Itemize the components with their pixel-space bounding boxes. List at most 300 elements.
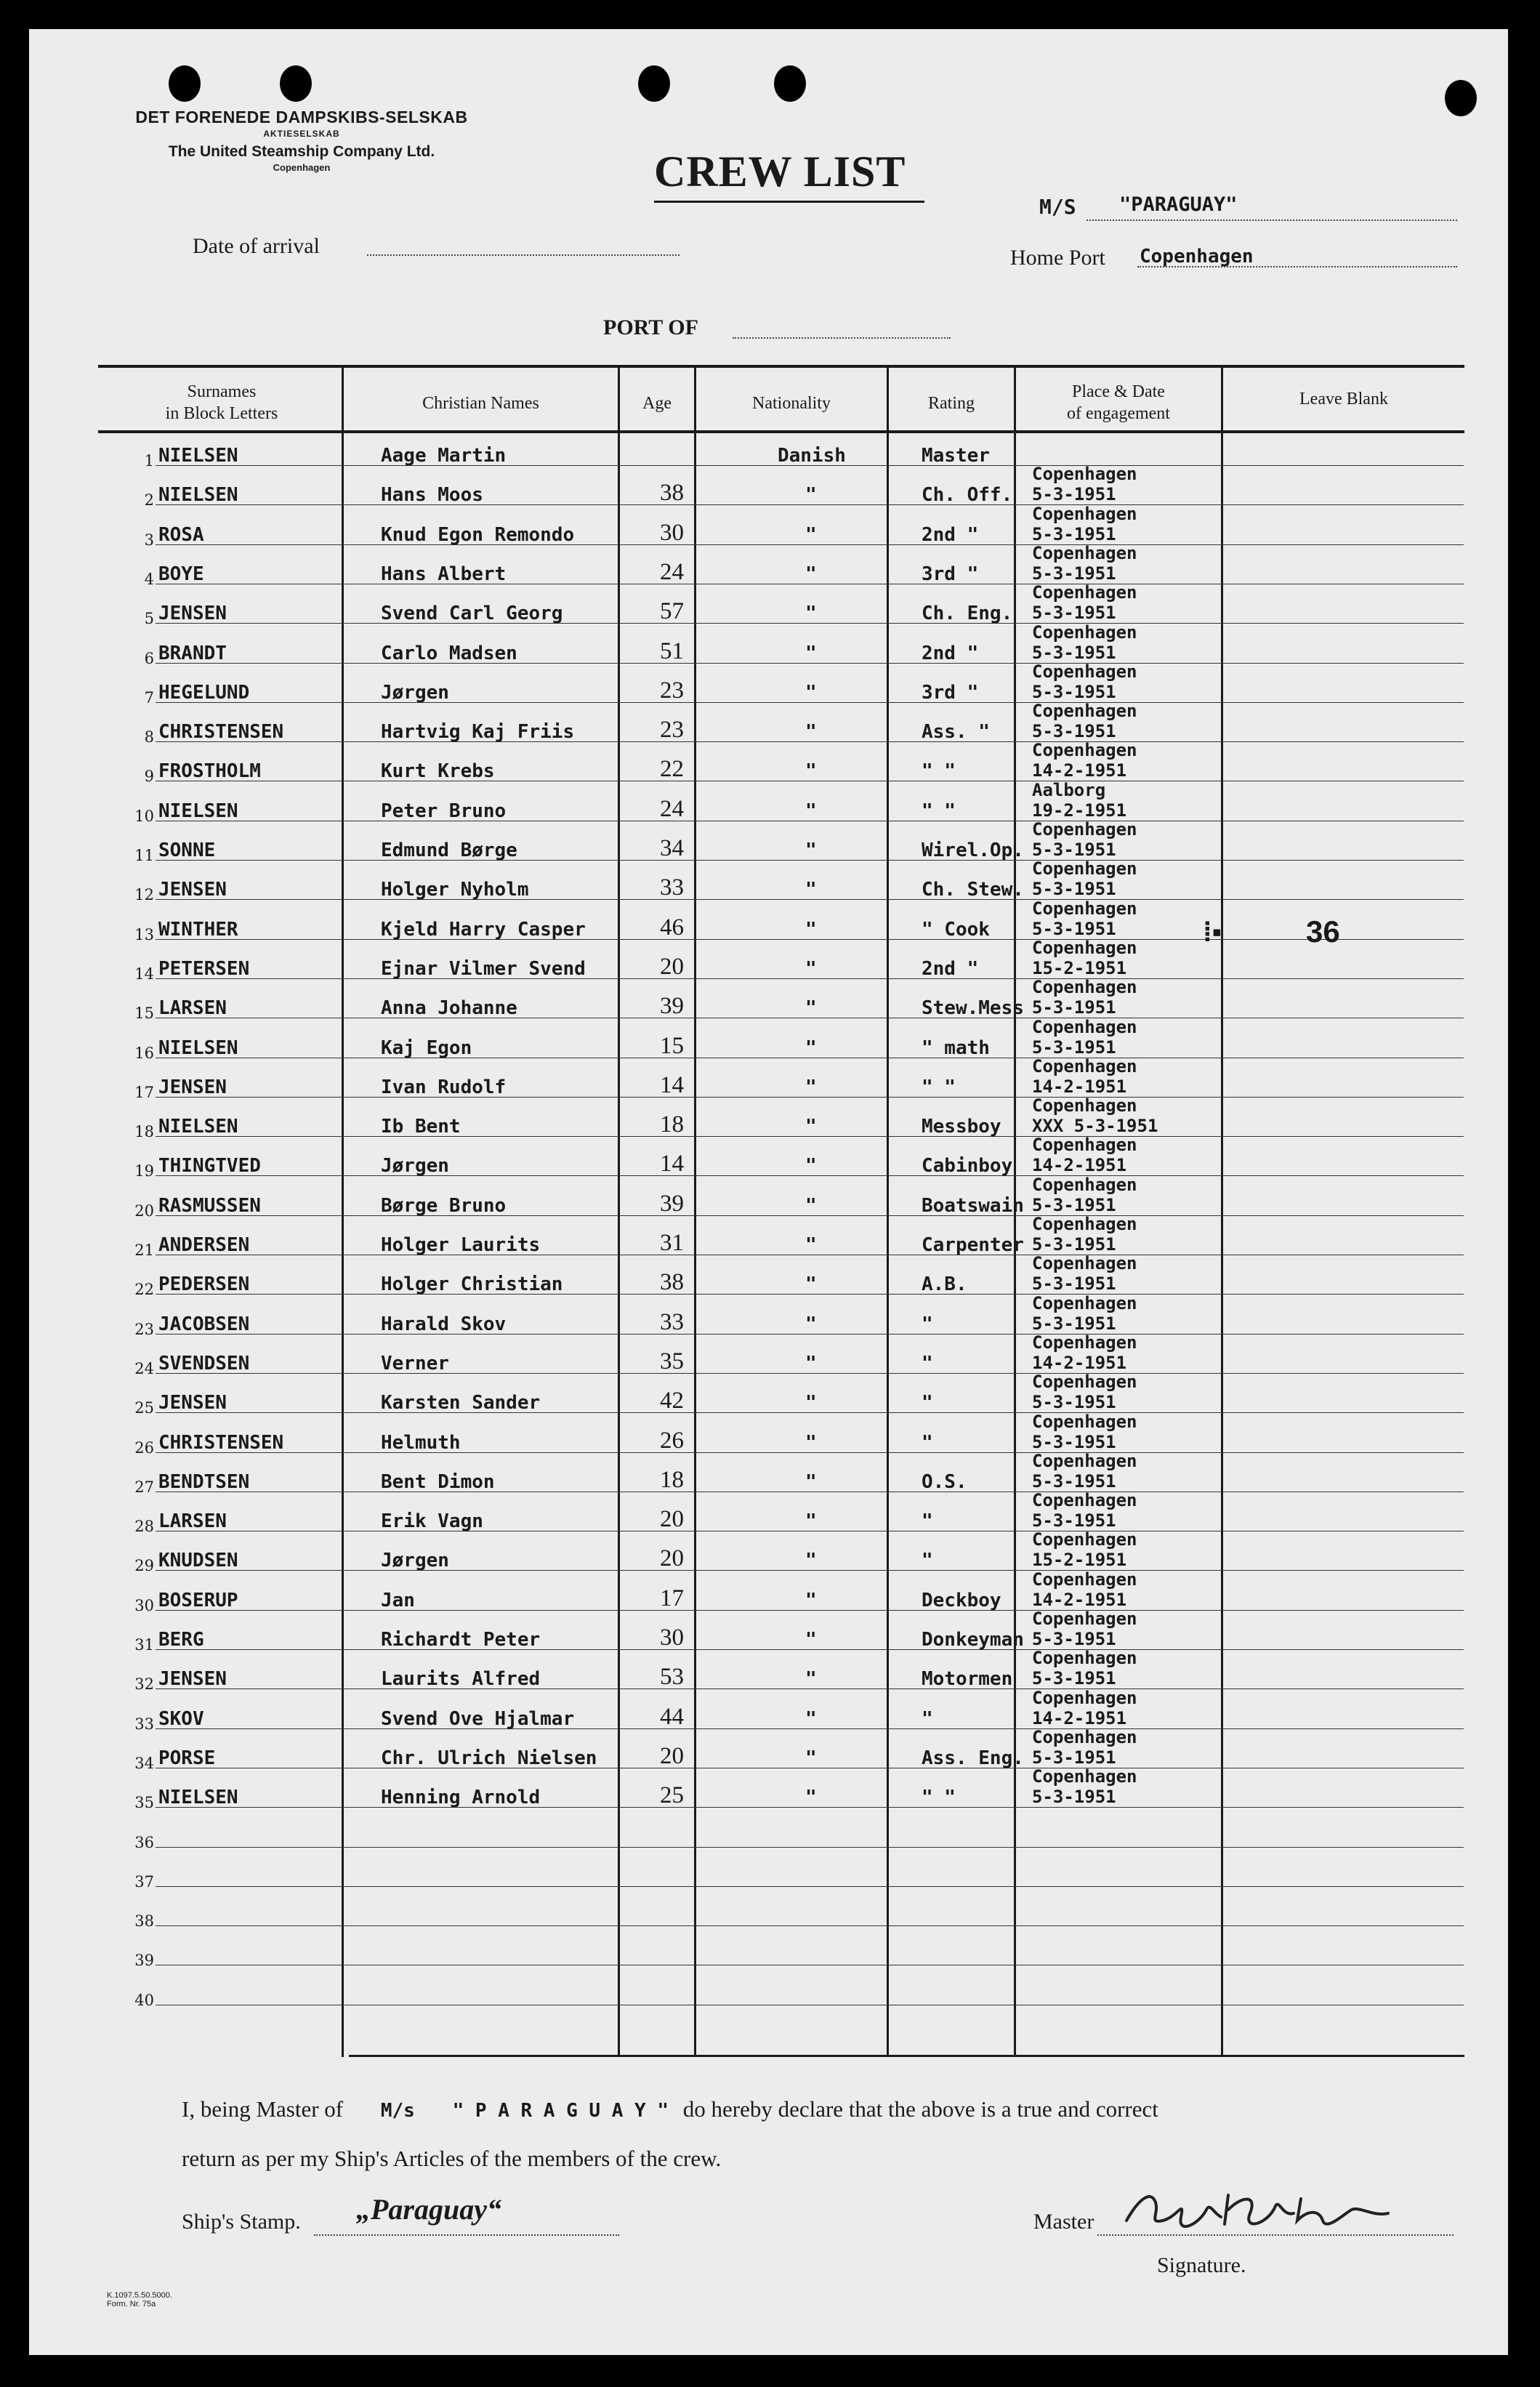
nationality-cell: " — [805, 957, 817, 980]
table-row — [29, 1292, 1508, 1341]
row-number: 14 — [134, 965, 154, 983]
age-cell: 20 — [660, 953, 684, 980]
engagement-place: Copenhagen — [1032, 542, 1137, 563]
nationality-cell: " — [805, 1076, 817, 1098]
master-label: Master — [1033, 2210, 1094, 2234]
age-cell: 20 — [660, 1506, 684, 1533]
header-place-line2: of engagement — [1067, 404, 1170, 423]
row-number: 37 — [134, 1872, 154, 1891]
row-number: 35 — [134, 1794, 154, 1812]
header-christian-names: Christian Names — [422, 394, 539, 413]
engagement-date: 5-3-1951 — [1032, 918, 1116, 939]
declaration-ship-name: " P A R A G U A Y " — [452, 2100, 669, 2122]
table-row — [29, 1135, 1508, 1183]
row-rule — [156, 1847, 1464, 1848]
engagement-date: 15-2-1951 — [1032, 1550, 1127, 1571]
surname-cell: LARSEN — [158, 997, 227, 1020]
christian-names-cell: Carlo Madsen — [381, 642, 517, 664]
engagement-cell — [1032, 1175, 1137, 1215]
rating-cell: 2nd " — [922, 523, 979, 546]
rating-cell: Deckboy — [922, 1589, 1001, 1611]
table-row — [29, 937, 1508, 986]
table-row — [29, 701, 1508, 749]
nationality-cell: " — [805, 1510, 817, 1533]
engagement-date: 5-3-1951 — [1032, 1431, 1116, 1452]
surname-cell: BERG — [158, 1629, 204, 1651]
surname-cell: BOSERUP — [158, 1589, 238, 1611]
age-cell: 38 — [660, 480, 684, 507]
row-number: 31 — [134, 1636, 154, 1654]
engagement-date: 14-2-1951 — [1032, 1155, 1127, 1176]
punch-hole — [280, 65, 312, 102]
table-row — [29, 582, 1508, 630]
rating-cell: " — [922, 1352, 933, 1374]
table-row — [29, 740, 1508, 788]
rating-cell: Boatswain — [922, 1194, 1024, 1217]
row-number: 19 — [134, 1162, 154, 1180]
row-number: 23 — [134, 1320, 154, 1338]
christian-names-cell: Erik Vagn — [381, 1510, 483, 1533]
nationality-cell: " — [805, 1668, 817, 1691]
nationality-cell: " — [805, 603, 817, 625]
punch-hole — [169, 65, 201, 102]
row-number: 36 — [134, 1833, 154, 1851]
engagement-cell — [1032, 1293, 1137, 1334]
rating-cell: " " — [922, 800, 956, 822]
row-number: 5 — [144, 610, 154, 628]
christian-names-cell: Karsten Sander — [381, 1392, 541, 1414]
table-row — [29, 503, 1508, 552]
engagement-place: Copenhagen — [1032, 1332, 1137, 1353]
christian-names-cell: Chr. Ulrich Nielsen — [381, 1747, 597, 1769]
engagement-date: 5-3-1951 — [1032, 563, 1116, 584]
ships-stamp-value: „Paraguay“ — [356, 2193, 501, 2226]
engagement-cell — [1032, 1451, 1137, 1492]
engagement-place: Copenhagen — [1032, 1135, 1137, 1156]
row-number: 26 — [134, 1438, 154, 1457]
christian-names-cell: Harald Skov — [381, 1313, 507, 1335]
christian-names-cell: Ib Bent — [381, 1116, 461, 1138]
engagement-date: 5-3-1951 — [1032, 603, 1116, 624]
engagement-date: 5-3-1951 — [1032, 1392, 1116, 1413]
table-top-rule — [98, 365, 1464, 368]
age-cell: 39 — [660, 993, 684, 1020]
engagement-place: Copenhagen — [1032, 1569, 1137, 1590]
engagement-date: 14-2-1951 — [1032, 760, 1127, 781]
row-number: 29 — [134, 1557, 154, 1575]
nationality-cell: " — [805, 1352, 817, 1374]
rating-cell: " — [922, 1550, 933, 1572]
nationality-cell: " — [805, 1787, 817, 1809]
table-row — [29, 1687, 1508, 1736]
age-cell: 24 — [660, 795, 684, 822]
engagement-date: 14-2-1951 — [1032, 1076, 1127, 1097]
nationality-cell: " — [805, 918, 817, 941]
date-of-arrival-label: Date of arrival — [193, 234, 320, 258]
engagement-place: Copenhagen — [1032, 621, 1137, 643]
nationality-cell: " — [805, 1707, 817, 1730]
table-row — [29, 1569, 1508, 1617]
engagement-place: Copenhagen — [1032, 819, 1137, 840]
port-of-label: PORT OF — [603, 315, 698, 339]
engagement-cell — [1032, 622, 1137, 663]
nationality-cell: " — [805, 1036, 817, 1059]
row-number: 13 — [134, 925, 154, 943]
surname-cell: SONNE — [158, 840, 216, 861]
engagement-date: 14-2-1951 — [1032, 1707, 1127, 1728]
engagement-date: 15-2-1951 — [1032, 957, 1127, 978]
engagement-date: 5-3-1951 — [1032, 1787, 1116, 1808]
age-cell: 51 — [660, 637, 684, 664]
table-row — [29, 1016, 1508, 1065]
table-row — [29, 1372, 1508, 1420]
surname-cell: RASMUSSEN — [158, 1194, 261, 1217]
page-title: CREW LIST — [654, 148, 906, 196]
rating-cell: 2nd " — [922, 957, 979, 980]
surname-cell: THINGTVED — [158, 1155, 261, 1178]
engagement-cell — [1032, 582, 1137, 623]
christian-names-cell: Hans Moos — [381, 484, 483, 507]
engagement-place: Copenhagen — [1032, 1609, 1137, 1629]
company-city: Copenhagen — [273, 162, 331, 173]
engagement-cell — [1032, 1648, 1137, 1688]
age-cell: 20 — [660, 1545, 684, 1572]
engagement-cell — [1032, 1372, 1137, 1412]
table-row — [29, 779, 1508, 828]
row-rule — [156, 1886, 1464, 1887]
rating-cell: Ass. " — [922, 721, 990, 744]
nationality-cell: " — [805, 997, 817, 1020]
engagement-place: Copenhagen — [1032, 1766, 1137, 1787]
declaration-text: do hereby declare that the above is a true and correct — [682, 2096, 1158, 2122]
engagement-place: Copenhagen — [1032, 977, 1137, 998]
form-code — [107, 2291, 172, 2308]
table-row — [29, 1648, 1508, 1696]
engagement-cell — [1032, 701, 1137, 741]
nationality-cell: " — [805, 1392, 817, 1414]
engagement-place: Copenhagen — [1032, 1016, 1137, 1037]
nationality-cell: " — [805, 1470, 817, 1493]
age-cell: 25 — [660, 1782, 684, 1809]
port-of-field[interactable] — [733, 337, 951, 339]
table-row — [29, 1973, 1508, 2012]
surname-cell: NIELSEN — [158, 1116, 238, 1138]
nationality-cell: " — [805, 484, 817, 507]
date-of-arrival-field[interactable] — [367, 254, 680, 256]
nationality-cell: Danish — [778, 445, 846, 467]
age-cell: 18 — [660, 1466, 684, 1493]
title-underline — [654, 201, 924, 203]
christian-names-cell: Holger Christian — [381, 1273, 563, 1296]
engagement-place: Copenhagen — [1032, 1450, 1137, 1471]
engagement-cell — [1032, 858, 1137, 899]
rating-cell: O.S. — [922, 1470, 967, 1493]
rating-cell: " Cook — [922, 918, 990, 941]
engagement-cell — [1032, 1727, 1137, 1768]
header-surnames-line2: in Block Letters — [165, 404, 278, 423]
row-number: 18 — [134, 1123, 154, 1141]
signature-label: Signature. — [1157, 2253, 1246, 2277]
surname-cell: WINTHER — [158, 918, 238, 941]
row-number: 21 — [134, 1241, 154, 1259]
surname-cell: HEGELUND — [158, 681, 250, 704]
nationality-cell: " — [805, 1550, 817, 1572]
nationality-cell: " — [805, 1155, 817, 1178]
christian-names-cell: Svend Carl Georg — [381, 603, 563, 625]
row-number: 1 — [144, 452, 154, 470]
rating-cell: Ch. Off. — [922, 484, 1013, 507]
surname-cell: BENDTSEN — [158, 1470, 250, 1493]
surname-cell: NIELSEN — [158, 484, 238, 507]
surname-cell: CHRISTENSEN — [158, 1431, 284, 1454]
table-row — [29, 1332, 1508, 1380]
engagement-date: 5-3-1951 — [1032, 1510, 1116, 1531]
rating-cell: " — [922, 1707, 933, 1730]
age-cell: 33 — [660, 874, 684, 901]
christian-names-cell: Børge Bruno — [381, 1194, 507, 1217]
nationality-cell: " — [805, 721, 817, 744]
row-number: 4 — [144, 570, 154, 588]
surname-cell: PEDERSEN — [158, 1273, 250, 1296]
surname-cell: NIELSEN — [158, 445, 238, 467]
rating-cell: 3rd " — [922, 563, 979, 585]
nationality-cell: " — [805, 1589, 817, 1611]
engagement-date: 5-3-1951 — [1032, 1747, 1116, 1768]
table-row — [29, 1854, 1508, 1893]
nationality-cell: " — [805, 800, 817, 822]
age-cell: 42 — [660, 1388, 684, 1414]
table-bottom-rule — [349, 2055, 1464, 2057]
christian-names-cell: Richardt Peter — [381, 1629, 541, 1651]
table-row — [29, 898, 1508, 946]
table-row — [29, 621, 1508, 670]
engagement-date: 5-3-1951 — [1032, 997, 1116, 1018]
rating-cell: Wirel.Op. — [922, 840, 1024, 861]
engagement-place: Copenhagen — [1032, 1648, 1137, 1669]
christian-names-cell: Jan — [381, 1589, 415, 1611]
age-cell: 30 — [660, 1625, 684, 1651]
engagement-place: Copenhagen — [1032, 1490, 1137, 1511]
engagement-place: Copenhagen — [1032, 898, 1137, 919]
engagement-date: 5-3-1951 — [1032, 1470, 1116, 1492]
rating-cell: " " — [922, 1787, 956, 1809]
declaration-ship-prefix: M/s — [380, 2100, 415, 2122]
engagement-cell — [1032, 819, 1137, 860]
engagement-cell — [1032, 1135, 1137, 1175]
rating-cell: " — [922, 1510, 933, 1533]
row-number: 27 — [134, 1478, 154, 1496]
age-cell: 23 — [660, 717, 684, 744]
engagement-place: Copenhagen — [1032, 464, 1137, 485]
christian-names-cell: Hans Albert — [381, 563, 507, 585]
surname-cell: JENSEN — [158, 603, 227, 625]
table-row — [29, 433, 1508, 472]
nationality-cell: " — [805, 1273, 817, 1296]
row-number: 24 — [134, 1359, 154, 1377]
engagement-date: 5-3-1951 — [1032, 523, 1116, 544]
table-row — [29, 977, 1508, 1025]
engagement-place: Copenhagen — [1032, 937, 1137, 958]
table-row — [29, 542, 1508, 591]
age-cell: 26 — [660, 1427, 684, 1454]
nationality-cell: " — [805, 840, 817, 861]
engagement-place: Copenhagen — [1032, 1253, 1137, 1274]
engagement-date: 5-3-1951 — [1032, 681, 1116, 702]
crew-list-document — [29, 29, 1508, 2355]
row-number: 28 — [134, 1518, 154, 1536]
header-nationality: Nationality — [752, 394, 831, 413]
rating-cell: Stew.Mess — [922, 997, 1024, 1020]
rating-cell: Motormen — [922, 1668, 1013, 1691]
rating-cell: Ass. Eng. — [922, 1747, 1024, 1769]
row-number: 12 — [134, 886, 154, 904]
age-cell: 46 — [660, 914, 684, 941]
surname-cell: JENSEN — [158, 879, 227, 901]
engagement-date: 5-3-1951 — [1032, 1273, 1116, 1295]
engagement-cell — [1032, 898, 1137, 939]
christian-names-cell: Laurits Alfred — [381, 1668, 541, 1691]
engagement-date: 5-3-1951 — [1032, 1629, 1116, 1649]
engagement-date: 14-2-1951 — [1032, 1589, 1127, 1610]
age-cell: 17 — [660, 1585, 684, 1611]
engagement-cell — [1032, 504, 1137, 544]
margin-note-smudge: ⁞▪ — [1203, 917, 1222, 948]
engagement-cell — [1032, 1253, 1137, 1294]
christian-names-cell: Kaj Egon — [381, 1036, 472, 1059]
surname-cell: ANDERSEN — [158, 1234, 250, 1256]
christian-names-cell: Edmund Børge — [381, 840, 517, 861]
engagement-place: Copenhagen — [1032, 701, 1137, 722]
ships-stamp-label: Ship's Stamp. — [182, 2210, 301, 2234]
row-number: 32 — [134, 1675, 154, 1694]
rating-cell: " — [922, 1313, 933, 1335]
header-place-line1: Place & Date — [1072, 382, 1165, 401]
table-row — [29, 1766, 1508, 1814]
nationality-cell: " — [805, 1629, 817, 1651]
header-surnames-line1: Surnames — [187, 382, 257, 401]
engagement-cell — [1032, 1609, 1137, 1649]
christian-names-cell: Jørgen — [381, 1155, 449, 1178]
age-cell: 18 — [660, 1111, 684, 1138]
table-row — [29, 1815, 1508, 1854]
nationality-cell: " — [805, 1313, 817, 1335]
nationality-cell: " — [805, 642, 817, 664]
engagement-place: Copenhagen — [1032, 1687, 1137, 1708]
engagement-cell — [1032, 1017, 1137, 1058]
row-number: 39 — [134, 1952, 154, 1970]
table-row — [29, 1055, 1508, 1104]
engagement-cell — [1032, 977, 1137, 1018]
declaration-line-1 — [182, 2096, 1158, 2122]
master-signature — [1119, 2181, 1395, 2239]
engagement-place: Copenhagen — [1032, 503, 1137, 524]
christian-names-cell: Ejnar Vilmer Svend — [381, 957, 586, 980]
engagement-cell — [1032, 1490, 1137, 1531]
surname-cell: SKOV — [158, 1707, 204, 1730]
engagement-date: 5-3-1951 — [1032, 1194, 1116, 1215]
age-cell: 14 — [660, 1151, 684, 1178]
rating-cell: Master — [922, 445, 990, 467]
row-number: 15 — [134, 1005, 154, 1023]
rating-cell: " math — [922, 1036, 990, 1059]
christian-names-cell: Knud Egon Remondo — [381, 523, 575, 546]
rating-cell: Messboy — [922, 1116, 1001, 1138]
row-rule — [156, 1925, 1464, 1926]
table-row — [29, 1253, 1508, 1301]
engagement-place: Copenhagen — [1032, 1292, 1137, 1313]
age-cell: 15 — [660, 1032, 684, 1059]
rating-cell: A.B. — [922, 1273, 967, 1296]
punch-hole — [774, 65, 806, 102]
engagement-cell — [1032, 543, 1137, 584]
row-number: 11 — [134, 847, 154, 864]
nationality-cell: " — [805, 1431, 817, 1454]
engagement-date: 5-3-1951 — [1032, 642, 1116, 663]
form-code-line2: Form. Nr. 75a — [107, 2300, 156, 2308]
christian-names-cell: Hartvig Kaj Friis — [381, 721, 575, 744]
engagement-place: Copenhagen — [1032, 1055, 1137, 1076]
row-number: 22 — [134, 1281, 154, 1299]
table-row — [29, 858, 1508, 906]
surname-cell: BOYE — [158, 563, 204, 585]
surname-cell: LARSEN — [158, 1510, 227, 1533]
christian-names-cell: Verner — [381, 1352, 449, 1374]
row-number: 6 — [144, 649, 154, 667]
age-cell: 30 — [660, 519, 684, 546]
form-code-line1: K.1097.5.50.5000. — [107, 2291, 172, 2300]
rating-cell: 3rd " — [922, 681, 979, 704]
row-number: 33 — [134, 1715, 154, 1733]
header-leave-blank: Leave Blank — [1299, 390, 1388, 408]
engagement-cell — [1032, 1056, 1137, 1097]
christian-names-cell: Kjeld Harry Casper — [381, 918, 586, 941]
age-cell: 53 — [660, 1664, 684, 1691]
table-row — [29, 1933, 1508, 1972]
declaration-line-2: return as per my Ship's Articles of the members of the crew. — [182, 2146, 722, 2171]
declaration-text: I, being Master of — [182, 2096, 344, 2122]
table-row — [29, 819, 1508, 867]
row-number: 40 — [134, 1991, 154, 2009]
christian-names-cell: Bent Dimon — [381, 1470, 495, 1493]
surname-cell: SVENDSEN — [158, 1352, 250, 1374]
company-header — [109, 108, 494, 173]
age-cell: 33 — [660, 1308, 684, 1335]
engagement-cell — [1032, 1412, 1137, 1452]
rating-cell: " — [922, 1431, 933, 1454]
rating-cell: Cabinboy — [922, 1155, 1013, 1178]
surname-cell: NIELSEN — [158, 1787, 238, 1809]
age-cell: 57 — [660, 598, 684, 625]
engagement-date: 5-3-1951 — [1032, 840, 1116, 860]
christian-names-cell: Helmuth — [381, 1431, 461, 1454]
surname-cell: NIELSEN — [158, 1036, 238, 1059]
age-cell: 35 — [660, 1348, 684, 1374]
age-cell: 14 — [660, 1071, 684, 1098]
age-cell: 20 — [660, 1742, 684, 1769]
christian-names-cell: Peter Bruno — [381, 800, 507, 822]
christian-names-cell: Svend Ove Hjalmar — [381, 1707, 575, 1730]
christian-names-cell: Henning Arnold — [381, 1787, 541, 1809]
engagement-date: 5-3-1951 — [1032, 1668, 1116, 1689]
age-cell: 23 — [660, 677, 684, 704]
ship-name-line — [1087, 220, 1457, 221]
table-row — [29, 464, 1508, 512]
engagement-cell — [1032, 780, 1126, 821]
row-number: 17 — [134, 1083, 154, 1101]
age-cell: 38 — [660, 1269, 684, 1296]
table-row — [29, 1490, 1508, 1538]
punch-hole — [638, 65, 670, 102]
